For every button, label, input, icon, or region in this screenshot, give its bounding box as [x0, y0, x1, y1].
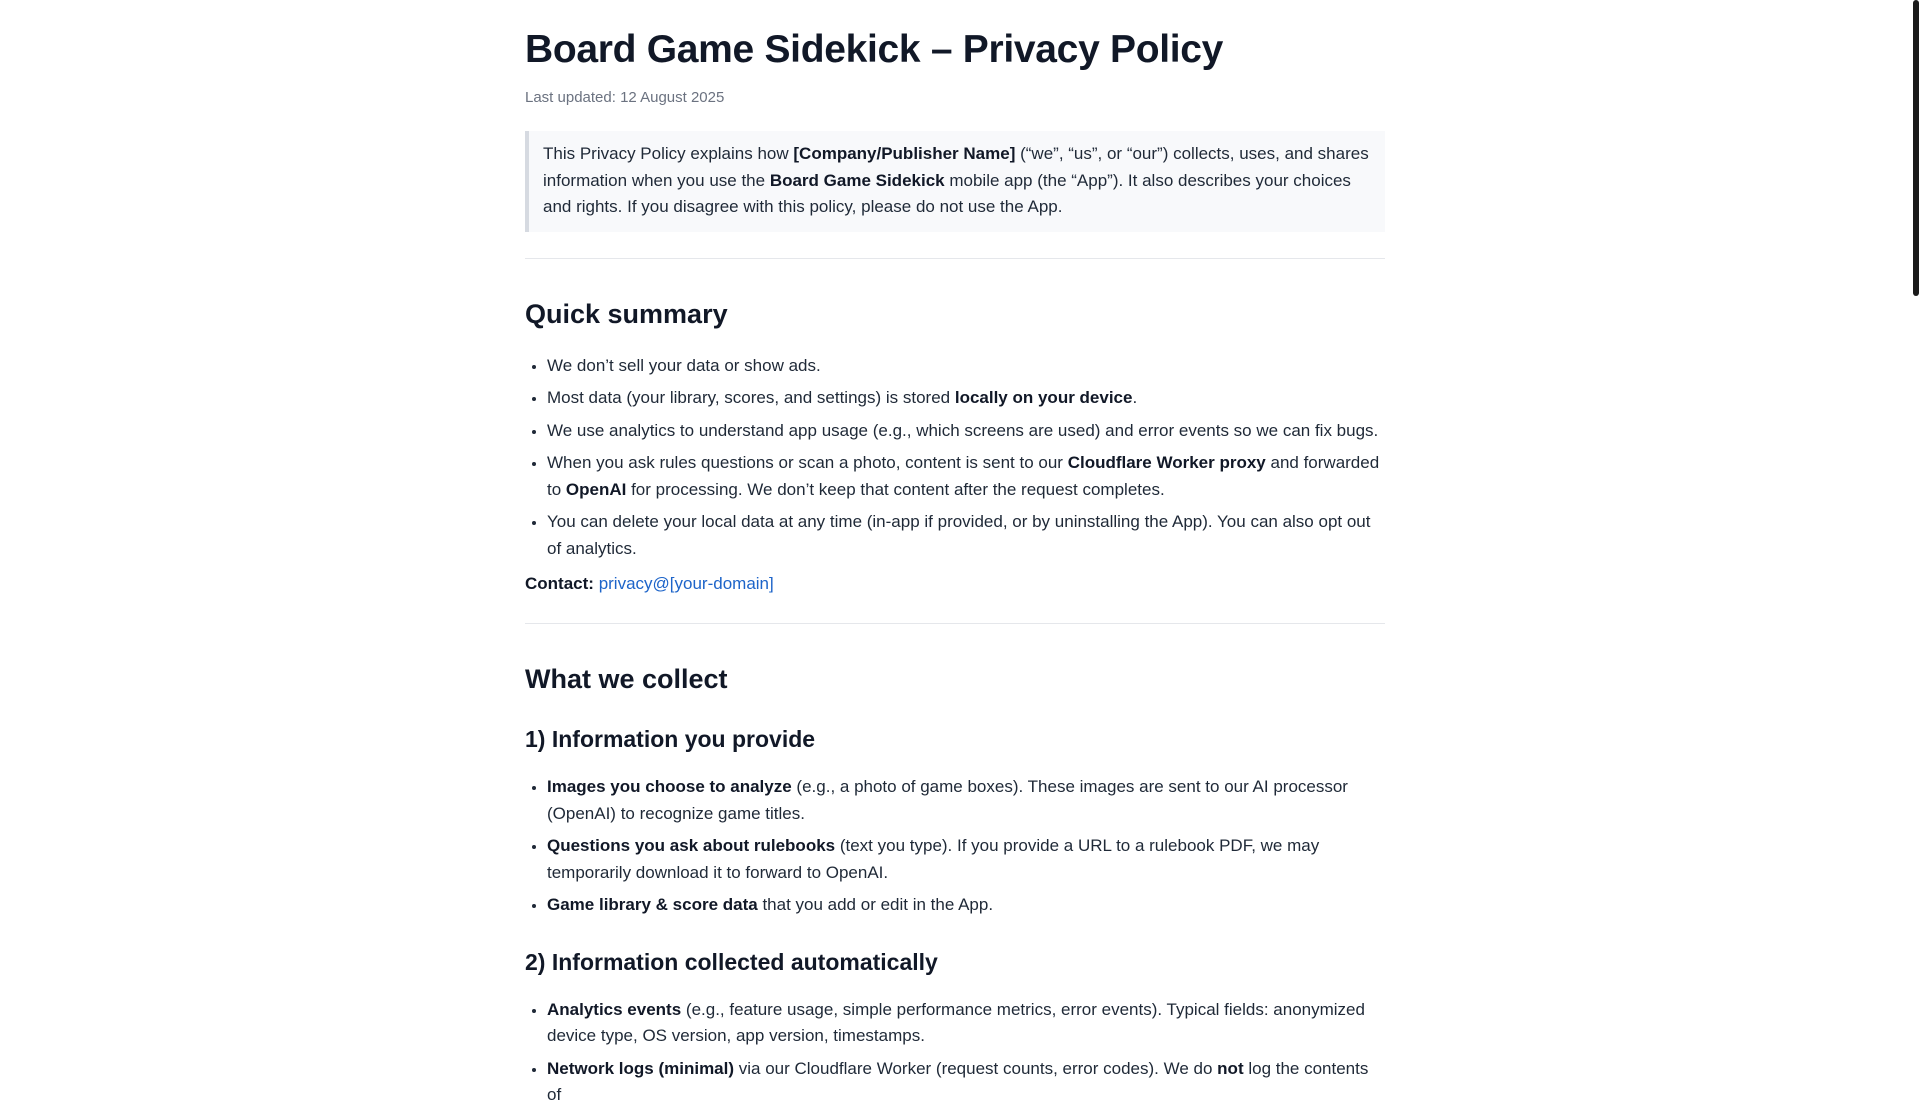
list-item-emphasis: Cloudflare Worker proxy [1067, 453, 1266, 472]
section-divider [525, 258, 1385, 259]
what-we-collect-heading: What we collect [525, 664, 728, 694]
list-item-text: that you add or edit in the App. [757, 895, 994, 914]
intro-text: mobile app (the “App”). It also describes your choices and rights. If you disagree with this policy, please do not use the App. [543, 170, 1351, 216]
list-item-text: You can delete your local data at any time (in-app if provided, or by uninstalling the App). You can also opt out of analytics. [547, 512, 1371, 558]
list-item [547, 450, 1385, 503]
list-item [547, 418, 1385, 445]
info-you-provide-list [525, 774, 1385, 919]
list-item [547, 353, 1385, 380]
list-item-emphasis: Analytics events [547, 999, 682, 1019]
list-item-text: When you ask rules questions or scan a photo, content is sent to our [547, 453, 1068, 472]
list-item-text: . [1132, 388, 1138, 407]
intro-text: This Privacy Policy explains how [543, 144, 794, 163]
intro-text: (“we”, “us”, or “our”) collects, uses, and shares information when you use the [543, 144, 1369, 190]
list-item [547, 833, 1385, 886]
info-collected-automatically-list [525, 997, 1385, 1109]
quick-summary-list [525, 353, 1385, 563]
list-item [547, 1056, 1385, 1109]
list-item-emphasis: not [1217, 1058, 1244, 1078]
list-item-emphasis: Images you choose to analyze [547, 777, 792, 796]
list-item-text: for processing. We don’t keep that content after the request completes. [626, 479, 1165, 499]
app-name: Board Game Sidekick [769, 170, 945, 190]
list-item-text: (e.g., a photo of game boxes). These images are sent to our AI processor (OpenAI) to recognize game titles. [547, 777, 1348, 823]
last-updated-date: Last updated: 12 August 2025 [525, 89, 725, 106]
intro-callout [525, 131, 1385, 232]
section-divider [525, 623, 1385, 624]
quick-summary-heading: Quick summary [525, 298, 728, 329]
list-item-text: We don’t sell your data or show ads. [547, 355, 821, 375]
contact-email-link[interactable]: privacy@[your-domain] [598, 574, 774, 593]
list-item-text: and forwarded to [547, 453, 1380, 499]
list-item-emphasis: locally on your device [954, 388, 1133, 407]
list-item-emphasis: Game library & score data [547, 895, 758, 914]
list-item-emphasis: OpenAI [565, 479, 627, 499]
list-item-text: Most data (your library, scores, and settings) is stored [547, 388, 955, 407]
info-collected-automatically-heading: 2) Information collected automatically [525, 948, 938, 975]
list-item [547, 385, 1385, 412]
list-item [547, 509, 1385, 562]
list-item-text: log the contents of [547, 1058, 1369, 1104]
list-item-emphasis: Network logs (minimal) [547, 1058, 735, 1078]
list-item-text: (text you type). If you provide a URL to a rulebook PDF, we may temporarily download it to forward to OpenAI. [547, 836, 1320, 882]
list-item-text: via our Cloudflare Worker (request counts, error codes). We do [734, 1058, 1218, 1078]
list-item-text: We use analytics to understand app usage (e.g., which screens are used) and error events so we can fix bugs. [547, 420, 1379, 440]
list-item [547, 774, 1385, 827]
list-item [547, 892, 1385, 919]
info-you-provide-heading: 1) Information you provide [525, 726, 816, 752]
privacy-policy-document [525, 0, 1385, 1115]
contact-label: Contact: [525, 574, 594, 593]
company-name: [Company/Publisher Name] [793, 144, 1016, 163]
list-item [547, 997, 1385, 1050]
vertical-scrollbar[interactable] [1912, 0, 1920, 1080]
page-title: Board Game Sidekick – Privacy Policy [525, 28, 1224, 71]
contact-line [525, 571, 1385, 597]
list-item-text: (e.g., feature usage, simple performance metrics, error events). Typical fields: anonymized device type, OS version, app version, timestamps. [547, 999, 1365, 1045]
list-item-emphasis: Questions you ask about rulebooks [547, 836, 836, 855]
scrollbar-thumb[interactable] [1913, 0, 1919, 296]
